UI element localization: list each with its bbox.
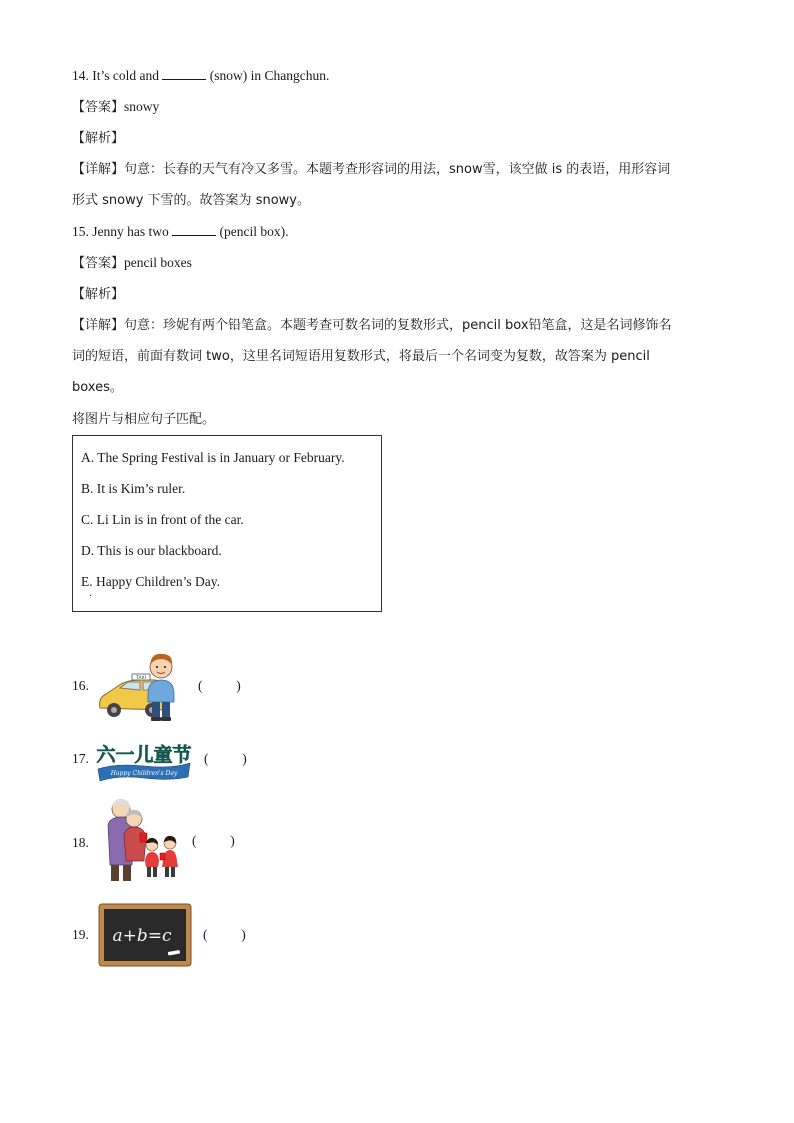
answer-tag: 【答案】 — [72, 256, 125, 271]
options-box — [72, 435, 382, 612]
childrens-day-banner-picture — [96, 735, 192, 783]
q14-detail-line1 — [72, 160, 722, 180]
q15-detail-text1: 句意：珍妮有两个铅笔盒。本题考查可数名词的复数形式，pencil box铅笔盒，这是名词修饰名 — [124, 318, 672, 333]
answer-parentheses[interactable]: ( ) — [203, 927, 246, 942]
question-number: 19. — [72, 927, 89, 942]
answer-parentheses[interactable]: ( ) — [198, 678, 241, 693]
q14-detail-line2: 形式 snowy 下雪的。故答案为 snowy。 — [72, 193, 310, 208]
option-b: B. It is Kim’s ruler. — [81, 481, 186, 496]
banner-ribbon-text: Happy Children's Day — [110, 770, 178, 777]
q14-question-end: (snow) in Changchun. — [206, 68, 330, 83]
option-e: E. Happy Children’s Day. — [81, 574, 220, 589]
question-16 — [72, 650, 372, 725]
question-number: 16. — [72, 678, 89, 693]
detail-tag: 【详解】 — [72, 318, 125, 333]
option-d: D. This is our blackboard. — [81, 543, 222, 558]
q14-answer — [72, 97, 722, 118]
q15-question-start: 15. Jenny has two — [72, 224, 173, 239]
question-19 — [72, 903, 372, 969]
man-with-taxi-picture — [96, 650, 188, 722]
q15-question-end: (pencil box). — [216, 224, 289, 239]
answer-parentheses[interactable]: ( ) — [204, 751, 247, 766]
grandparents-red-envelopes-picture — [96, 795, 186, 887]
q15-blank — [172, 223, 216, 236]
q14-question-start: 14. It’s cold and — [72, 68, 163, 83]
question-number: 18. — [72, 835, 89, 850]
blackboard-text: a+b=c — [112, 926, 172, 946]
q15-answer — [72, 253, 722, 274]
option-a: A. The Spring Festival is in January or February. — [81, 450, 345, 465]
answer-parentheses[interactable]: ( ) — [192, 833, 235, 848]
banner-title: 六一儿童节 — [96, 744, 192, 766]
q15-detail-line3: boxes。 — [72, 380, 123, 395]
option-trailing-mark: · — [89, 591, 93, 602]
blackboard-picture — [98, 903, 192, 967]
q15-analysis-tag: 【解析】 — [72, 287, 125, 302]
answer-tag: 【答案】 — [72, 100, 125, 115]
taxi-sign: TAXI — [136, 676, 146, 681]
q15-detail-line2: 词的短语，前面有数词 two，这里名词短语用复数形式，将最后一个名词变为复数，故答案为 pencil — [72, 349, 650, 364]
q15-detail-line1 — [72, 316, 722, 336]
q14-detail-text1: 句意：长春的天气有冷又多雪。本题考查形容词的用法，snow雪，该空做 is 的表语，用形容词 — [124, 162, 671, 177]
question-number: 17. — [72, 751, 89, 766]
option-c: C. Li Lin is in front of the car. — [81, 512, 244, 527]
q14-blank — [162, 67, 206, 80]
question-17 — [72, 735, 372, 785]
question-18 — [72, 795, 372, 890]
q15-question — [72, 222, 722, 242]
q15-answer-text: pencil boxes — [124, 255, 192, 270]
q14-question — [72, 66, 722, 86]
detail-tag: 【详解】 — [72, 162, 125, 177]
match-instruction: 将图片与相应句子匹配。 — [72, 412, 216, 427]
q14-analysis-tag: 【解析】 — [72, 131, 125, 146]
q14-answer-text: snowy — [124, 99, 160, 114]
